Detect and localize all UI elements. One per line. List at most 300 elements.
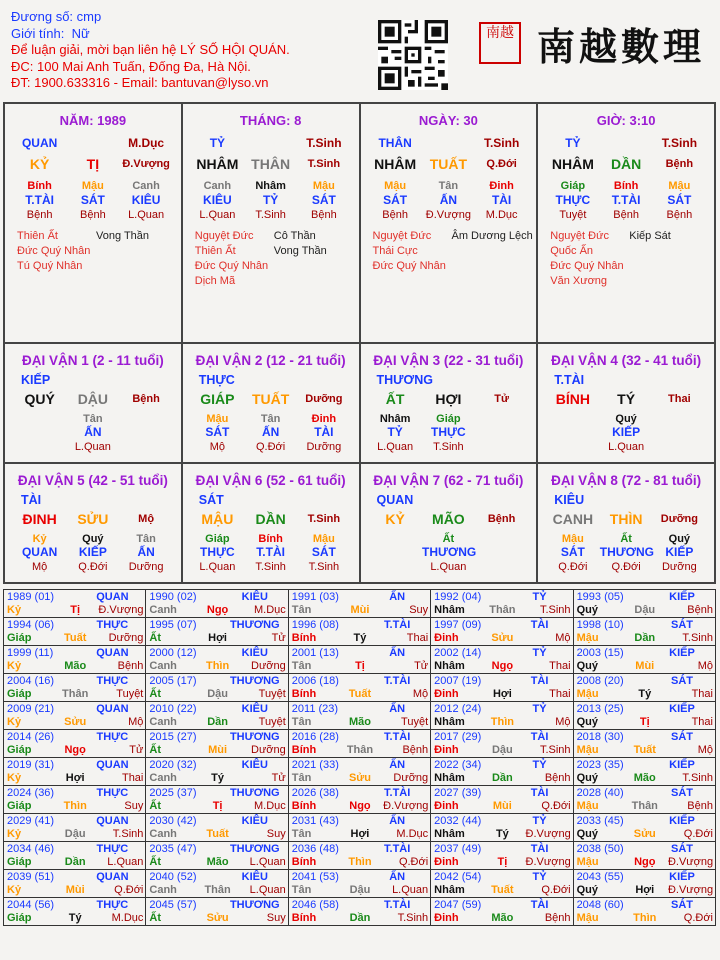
annual-year-cell — [573, 898, 715, 926]
star-name: Nguyệt Đức — [194, 230, 254, 242]
annual-year-cell — [288, 618, 430, 646]
luck-stem-branch-row — [5, 511, 181, 527]
annual-year-cell — [4, 646, 146, 674]
year-phase: Suy — [124, 800, 144, 812]
annual-row — [4, 758, 716, 786]
annual-year-cell — [431, 870, 573, 898]
year-label: 2012 (24) — [434, 703, 482, 715]
year-phase: Thai — [549, 688, 571, 700]
annual-year-cell — [4, 590, 146, 618]
pillar-title: NĂM: 1989 — [59, 113, 127, 128]
hidden-gods-row — [538, 193, 714, 207]
annual-year-cell — [573, 702, 715, 730]
hidden-stem: Mậu — [81, 180, 104, 192]
hidden-gods-row — [183, 545, 359, 559]
pillar-title: GIỜ: 3:10 — [596, 113, 656, 128]
year-line — [7, 800, 143, 813]
year-phase: Q.Đới — [541, 800, 571, 812]
year-phase: Bệnh — [687, 604, 713, 616]
stem-phase: T.Sinh — [483, 136, 520, 150]
year-god: QUAN — [96, 647, 129, 659]
year-label: 2044 (56) — [7, 899, 55, 911]
hidden-phase: L.Quan — [608, 441, 645, 453]
year-god: ẤN — [389, 815, 406, 827]
year-god: TÀI — [530, 899, 549, 911]
year-god: THỰC — [96, 899, 129, 911]
year-phase: L.Quan — [392, 884, 429, 896]
year-stem: Giáp — [7, 688, 32, 700]
year-phase: L.Quan — [107, 856, 144, 868]
year-label: 2048 (60) — [576, 899, 624, 911]
year-line — [577, 591, 713, 604]
stem-god: TỶ — [565, 136, 581, 150]
hidden-god: SÁT — [383, 193, 408, 207]
year-branch: Tý — [68, 912, 82, 924]
hidden-stem: Quý — [668, 533, 691, 545]
heavenly-stem: ĐINH — [22, 511, 57, 527]
year-god: T.TÀI — [384, 843, 411, 855]
year-label: 1993 (05) — [576, 591, 624, 603]
year-phase: Dưỡng — [108, 632, 144, 644]
year-stem: Nhâm — [434, 604, 465, 616]
luck-god: THƯƠNG — [376, 373, 433, 387]
luck-god: KIẾP — [21, 373, 51, 387]
annual-year-cell — [146, 898, 288, 926]
hidden-stem: Kỷ — [32, 533, 47, 545]
year-god: TÀI — [530, 731, 549, 743]
hidden-stem: Nhâm — [255, 180, 286, 192]
special-stars — [183, 229, 359, 289]
year-god: KIẾP — [669, 647, 695, 659]
hidden-stems-row — [183, 533, 359, 545]
year-line — [149, 675, 285, 688]
annual-year-cell — [431, 786, 573, 814]
year-line — [149, 787, 285, 800]
year-branch: Dần — [64, 856, 86, 868]
special-stars — [361, 229, 537, 274]
annual-row — [4, 674, 716, 702]
year-branch: Tý — [211, 772, 224, 784]
year-line — [149, 632, 285, 645]
hidden-phase: M.Dục — [485, 209, 518, 221]
luck-stem-branch-row — [538, 391, 714, 407]
year-god: THƯƠNG — [229, 731, 280, 743]
year-god: T.TÀI — [384, 899, 411, 911]
annual-table — [3, 589, 716, 926]
hidden-phase: Bệnh — [666, 209, 693, 221]
year-god: KIẾP — [669, 759, 695, 771]
year-branch: Mão — [348, 716, 371, 728]
year-line — [7, 871, 143, 884]
year-god: QUAN — [96, 703, 129, 715]
year-content — [431, 646, 572, 673]
branch-phase: T.Sinh — [307, 158, 341, 170]
luck-title: ĐẠI VẬN 6 (52 - 61 tuổi) — [195, 473, 346, 488]
year-line — [149, 772, 285, 785]
year-god: KIẾP — [669, 591, 695, 603]
brand-seal: 南越 — [479, 22, 521, 64]
annual-row — [4, 730, 716, 758]
annual-year-cell — [288, 758, 430, 786]
year-phase: Thai — [691, 716, 713, 728]
year-branch: Tuất — [348, 688, 372, 700]
hidden-phase: Q.Đới — [78, 561, 108, 573]
year-god: SÁT — [671, 899, 693, 911]
annual-year-cell — [4, 898, 146, 926]
year-line — [149, 843, 285, 856]
hidden-god: T.TÀI — [611, 193, 641, 207]
hidden-stem: Đinh — [311, 413, 337, 425]
year-label: 1989 (01) — [7, 591, 55, 603]
pillar-stem-branch-row — [183, 156, 359, 172]
year-label: 2023 (35) — [576, 759, 624, 771]
year-label: 2040 (52) — [149, 871, 197, 883]
annual-year-cell — [4, 758, 146, 786]
star-name: Thiên Ất — [194, 245, 236, 257]
year-content — [146, 646, 287, 673]
hidden-god: THƯƠNG — [422, 545, 477, 559]
year-label: 1998 (10) — [576, 619, 624, 631]
year-line — [434, 899, 570, 912]
year-phase: T.Sinh — [539, 604, 571, 616]
annual-year-cell — [4, 702, 146, 730]
hidden-god: SÁT — [205, 425, 230, 439]
year-line — [577, 884, 713, 897]
year-line — [292, 787, 428, 800]
year-branch: Hợi — [208, 632, 227, 644]
qr-code-icon[interactable] — [378, 20, 448, 90]
year-god: T.TÀI — [384, 619, 411, 631]
branch-phase: Q.Đới — [486, 158, 517, 170]
year-stem: Mậu — [576, 856, 599, 868]
annual-year-cell — [4, 618, 146, 646]
earthly-branch: MÃO — [432, 511, 465, 527]
year-stem: Bính — [291, 632, 317, 644]
year-content — [146, 898, 287, 925]
year-branch: Thân — [631, 800, 658, 812]
year-line — [577, 632, 713, 645]
year-stem: Canh — [149, 772, 177, 784]
year-phase: Q.Đới — [683, 828, 713, 840]
hidden-stem: Mậu — [312, 180, 335, 192]
year-line — [434, 660, 570, 673]
year-content — [431, 870, 572, 897]
year-god: SÁT — [671, 787, 693, 799]
year-phase: L.Quan — [249, 856, 286, 868]
year-stem: Nhâm — [434, 660, 465, 672]
year-line — [149, 688, 285, 701]
year-phase: Tử — [271, 632, 286, 644]
annual-year-cell — [4, 730, 146, 758]
annual-year-cell — [4, 814, 146, 842]
hidden-stem: Mậu — [206, 413, 229, 425]
year-line — [434, 632, 570, 645]
contact-phone-email[interactable]: ĐT: 1900.633316 - Email: bantuvan@lyso.vn — [11, 75, 269, 90]
stem-phase: T.Sinh — [661, 136, 698, 150]
year-line — [149, 647, 285, 660]
annual-year-cell — [288, 590, 430, 618]
year-line — [7, 828, 143, 841]
hidden-god: TỶ — [262, 193, 279, 207]
year-label: 2008 (20) — [576, 675, 624, 687]
year-god: KIẾP — [669, 871, 695, 883]
heavenly-stem: MẬU — [201, 511, 234, 527]
year-god: THƯƠNG — [229, 619, 280, 631]
star-name: Nguyệt Đức — [372, 230, 432, 242]
year-stem: Quý — [576, 716, 598, 728]
hidden-stem: Ất — [620, 533, 632, 545]
year-stem: Mậu — [576, 912, 599, 924]
year-stem: Quý — [576, 604, 598, 616]
special-stars — [538, 229, 714, 289]
hidden-gods-row — [5, 193, 181, 207]
star-row — [550, 229, 714, 244]
year-line — [292, 759, 428, 772]
hidden-phase: L.Quan — [430, 561, 467, 573]
year-line — [7, 731, 143, 744]
year-phase: Đ.Vượng — [383, 800, 429, 812]
hidden-phases-row — [5, 561, 181, 573]
year-stem: Bính — [291, 688, 317, 700]
year-line — [149, 716, 285, 729]
annual-year-cell — [288, 702, 430, 730]
luck-stem-branch-row — [361, 511, 537, 527]
year-line — [292, 632, 428, 645]
year-phase: Q.Đới — [541, 884, 571, 896]
annual-year-cell — [146, 674, 288, 702]
year-stem: Mậu — [576, 688, 599, 700]
year-branch: Ngọ — [64, 744, 86, 756]
year-branch: Tị — [212, 800, 223, 812]
year-phase: Bệnh — [402, 744, 429, 756]
hidden-phase: T.Sinh — [255, 209, 286, 221]
year-line — [149, 731, 285, 744]
year-stem: Canh — [149, 884, 177, 896]
brand-calligraphy: 南越數理 — [537, 24, 706, 69]
year-label: 2022 (34) — [434, 759, 482, 771]
earthly-branch: HỢI — [435, 391, 462, 407]
year-line — [7, 647, 143, 660]
luck-title: ĐẠI VẬN 3 (22 - 31 tuổi) — [373, 353, 524, 368]
year-line — [577, 647, 713, 660]
year-phase: Q.Đới — [114, 884, 144, 896]
year-label: 2031 (43) — [291, 815, 339, 827]
branch-phase: Bệnh — [132, 393, 160, 405]
hidden-phases-row — [183, 561, 359, 573]
year-stem: Kỷ — [7, 660, 22, 672]
year-phase: Tử — [271, 772, 286, 784]
year-branch: Ngọ — [634, 856, 656, 868]
year-phase: Bệnh — [544, 912, 571, 924]
branch-phase: T.Sinh — [307, 513, 341, 525]
year-god: ẤN — [389, 647, 406, 659]
year-branch: Tuất — [206, 828, 229, 840]
year-god: TỶ — [532, 591, 547, 603]
year-phase: Bệnh — [687, 800, 713, 812]
luck-title: ĐẠI VẬN 7 (62 - 71 tuổi) — [373, 473, 524, 488]
luck-title: ĐẠI VẬN 2 (12 - 21 tuổi) — [195, 353, 346, 368]
hidden-phase: Đ.Vượng — [425, 209, 471, 221]
luck-stem-branch-row — [538, 511, 714, 527]
year-branch: Mão — [206, 856, 229, 868]
year-line — [577, 772, 713, 785]
hidden-stems-row — [538, 533, 714, 545]
year-line — [7, 856, 143, 869]
year-content — [289, 842, 430, 869]
year-line — [149, 800, 285, 813]
hidden-phase: Tuyệt — [559, 209, 587, 221]
year-phase: Tử — [129, 744, 144, 756]
annual-year-cell — [288, 870, 430, 898]
year-line — [149, 884, 285, 897]
year-line — [434, 647, 570, 660]
earthly-branch: TUẤT — [251, 391, 290, 407]
year-line — [292, 675, 428, 688]
hidden-phases-row — [183, 209, 359, 221]
year-stem: Tân — [291, 884, 312, 896]
hidden-god: KIẾP — [612, 425, 641, 439]
hidden-phases-row — [361, 441, 537, 453]
year-content — [289, 646, 430, 673]
year-label: 2046 (58) — [291, 899, 339, 911]
subject-name: Đương số: cmp — [11, 9, 102, 24]
pillar-title: THÁNG: 8 — [239, 113, 302, 128]
year-content — [4, 786, 145, 813]
annual-year-cell — [4, 674, 146, 702]
year-stem: Kỷ — [7, 716, 22, 728]
year-phase: M.Dục — [396, 828, 429, 840]
hidden-god: KIÊU — [203, 193, 232, 207]
year-label: 2007 (19) — [434, 675, 482, 687]
year-label: 2038 (50) — [576, 843, 624, 855]
luck-period-1 — [4, 343, 182, 463]
year-stem: Mậu — [576, 800, 599, 812]
luck-stem-branch-row — [183, 391, 359, 407]
hidden-god: T.TÀI — [256, 545, 285, 559]
hidden-stem: Tân — [136, 533, 156, 545]
year-line — [434, 815, 570, 828]
year-label: 2043 (55) — [576, 871, 624, 883]
year-branch: Mão — [633, 772, 656, 784]
year-content — [4, 674, 145, 701]
year-line — [292, 856, 428, 869]
hidden-gods-row — [5, 545, 181, 559]
year-line — [292, 772, 428, 785]
star-name: Dịch Mã — [194, 275, 236, 287]
star-row — [195, 229, 359, 244]
luck-period-8 — [537, 463, 715, 583]
star-name: Quốc Ấn — [550, 245, 594, 257]
heavenly-stem: NHÂM — [374, 156, 417, 172]
hidden-phase: L.Quan — [199, 561, 236, 573]
year-content — [289, 730, 430, 757]
year-god: T.TÀI — [384, 787, 411, 799]
year-line — [292, 815, 428, 828]
annual-year-cell — [146, 730, 288, 758]
year-branch: Dậu — [64, 828, 86, 840]
year-branch: Mão — [64, 660, 87, 672]
heavenly-stem: BÍNH — [555, 391, 590, 407]
year-branch: Dậu — [634, 604, 656, 616]
year-god: QUAN — [96, 815, 129, 827]
annual-year-cell — [288, 814, 430, 842]
earthly-branch: THÂN — [251, 156, 291, 172]
year-label: 2000 (12) — [149, 647, 197, 659]
year-stem: Mậu — [576, 744, 599, 756]
year-line — [292, 619, 428, 632]
year-content — [146, 618, 287, 645]
year-branch: Sửu — [348, 772, 371, 784]
annual-year-cell — [146, 842, 288, 870]
hidden-stem: Đinh — [489, 180, 514, 192]
year-label: 1999 (11) — [7, 647, 54, 659]
year-branch: Dậu — [491, 744, 513, 756]
hidden-gods-row — [183, 193, 359, 207]
year-god: THỰC — [96, 843, 129, 855]
year-branch: Tuất — [63, 632, 87, 644]
annual-year-cell — [288, 674, 430, 702]
year-line — [149, 912, 285, 925]
hidden-phase: Mộ — [31, 561, 48, 573]
hidden-god: SÁT — [311, 545, 336, 559]
year-line — [577, 619, 713, 632]
stem-god: QUAN — [21, 136, 58, 150]
annual-year-cell — [573, 674, 715, 702]
hidden-god: SÁT — [560, 545, 585, 559]
year-branch: Tị — [355, 660, 365, 672]
pillar-stem-branch-row — [5, 156, 181, 172]
year-god: TỶ — [532, 759, 547, 771]
star-name: Nguyệt Đức — [550, 230, 609, 242]
year-phase: Q.Đới — [398, 856, 429, 868]
year-content — [4, 590, 145, 617]
year-label: 2034 (46) — [7, 843, 55, 855]
heavenly-stem: NHÂM — [551, 156, 594, 172]
hidden-god: T.TÀI — [25, 193, 54, 207]
year-stem: Tân — [291, 772, 312, 784]
star-row — [373, 259, 537, 274]
pillar-stem-branch-row — [361, 156, 537, 172]
year-label: 2018 (30) — [576, 731, 624, 743]
year-content — [146, 590, 287, 617]
hidden-god: TÀI — [491, 193, 512, 207]
year-branch: Dần — [634, 632, 656, 644]
year-label: 2014 (26) — [7, 731, 55, 743]
year-phase: Tuyệt — [258, 716, 286, 728]
year-line — [7, 744, 143, 757]
year-line — [7, 787, 143, 800]
year-label: 1996 (08) — [291, 619, 339, 631]
luck-period-7 — [360, 463, 538, 583]
hidden-stems-row — [538, 413, 714, 425]
year-content — [289, 702, 430, 729]
year-line — [434, 828, 570, 841]
year-label: 2021 (33) — [291, 759, 339, 771]
pillar-stem-branch-row — [538, 156, 714, 172]
special-stars — [5, 229, 181, 274]
year-line — [149, 591, 285, 604]
hidden-phase: Dưỡng — [306, 441, 342, 453]
year-stem: Kỷ — [7, 772, 22, 784]
annual-year-cell — [4, 786, 146, 814]
annual-row — [4, 590, 716, 618]
year-label: 2035 (47) — [149, 843, 197, 855]
year-content — [4, 646, 145, 673]
hidden-phase: Q.Đới — [256, 441, 286, 453]
hidden-stem: Tân — [83, 413, 103, 425]
year-content — [146, 702, 287, 729]
luck-period-3 — [360, 343, 538, 463]
